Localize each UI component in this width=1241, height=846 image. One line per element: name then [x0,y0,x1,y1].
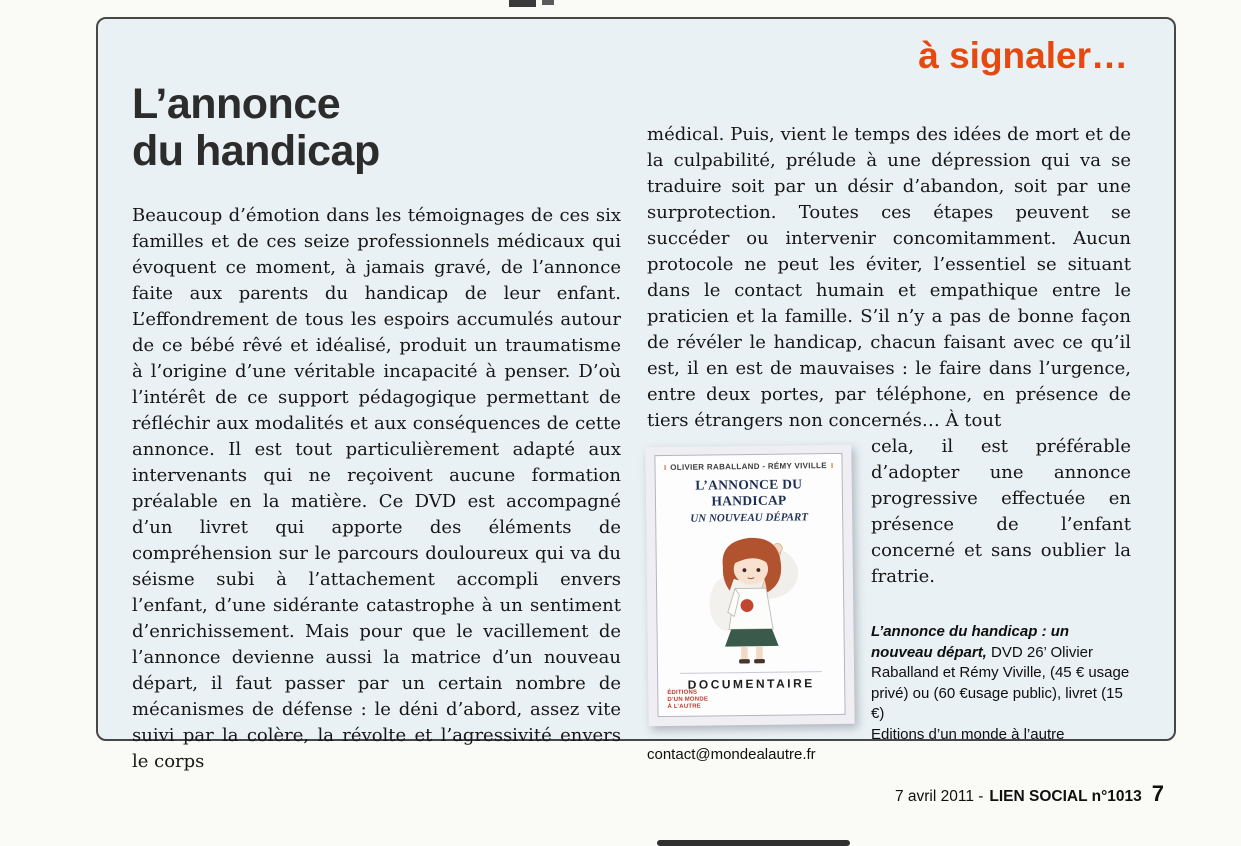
dvd-publisher-line: À L’AUTRE [667,703,701,711]
dvd-cover-publisher [667,690,708,711]
article-container [96,17,1176,772]
orange-dot-icon [665,465,666,470]
caption-title: L’annonce du handicap : un nouveau départ, [871,623,1070,661]
dvd-publisher-line: ÉDITIONS [667,689,698,697]
article-paragraph-right-top: médical. Puis, vient le temps des idées de mort et de la culpabilité, prélude à une dépression qui va se traduire soit par un désir d’abandon, soit par une surprotection. Toutes ces étapes peuvent se succéder ou intervenir concomitamment. Aucun protocole ne peut les éviter, l’essentiel se situant dans le contact humain et empathique entre le praticien et la famille. S’il n’y a pas de bonne façon de révéler le handicap, chacun faisant avec ce qu’il est, il en est de mauvaises : le faire dans l’urgence, entre deux portes, par téléphone, en présence de tiers étrangers non concernés… À tout [647,124,1131,431]
article-title-line2: du handicap [132,127,380,175]
scan-artifact [657,840,850,846]
footer-page-number: 7 [1151,781,1164,806]
dvd-cover [654,453,845,717]
orange-dot-icon [832,463,833,468]
dvd-cover-genre: DOCUMENTAIRE [680,671,822,692]
caption-contact-email: contact@mondealautre.fr [647,746,816,763]
article-paragraph-right-wrap: cela, il est préférable d’adopter une annonce progressive effectuée en présence de l’enfant concerné et sans oublier la fratrie. [871,436,1131,587]
dvd-publisher-line: D’UN MONDE [667,696,709,704]
footer-date: 7 avril 2011 - [894,788,984,805]
dvd-cover-illustration [660,523,840,673]
article-title [132,81,380,175]
page-footer [895,781,1164,807]
dvd-cover-photo [645,445,854,726]
section-header: à signaler… [918,35,1128,76]
column-right [647,122,1131,766]
dvd-cover-title: L’ANNONCE DU HANDICAP [695,476,803,509]
scan-artifact [542,0,554,5]
column-left [132,203,621,775]
dvd-cover-authors-text: OLIVIER RABALLAND - RÉMY VIVILLE [670,461,827,472]
article-title-line1: L’annonce [132,80,341,128]
scan-artifact [509,0,536,7]
footer-journal-name: LIEN SOCIAL n°1013 [989,788,1142,805]
caption-publisher: Editions d’un monde à l’autre [871,725,1065,743]
dvd-cover-subtitle: UN NOUVEAU DÉPART [690,511,809,525]
caption-details: DVD 26’ Olivier Raballand et Rémy Viville, (45 € usage privé) ou (60 €usage public), livret (15 €) [871,643,1130,722]
article-paragraph-left: Beaucoup d’émotion dans les témoignages de ces six familles et de ces seize professionnels médicaux qui évoquent ce moment, à jamais gravé, de l’annonce faite aux parents du handicap de leur enfant. L’effondrement de tous les espoirs accumulés autour de ce bébé rêvé et idéalisé, produit un traumatisme à l’origine d’une véritable incapacité à penser. D’où l’intérêt de ce support pédagogique permettant de réfléchir aux modalités et aux conséquences de cette annonce. Il est tout particulièrement adapté aux intervenants qui ne reçoivent aucune formation préalable en la matière. Ce DVD est accompagné d’un livret qui apporte des éléments de compréhension sur le parcours douloureux qui va du séisme subi à l’attachement accompli envers l’enfant, d’une sidérante catastrophe à un sentiment d’enrichissement. Mais pour que le vacillement de l’annonce devienne aussi la matrice d’un nouveau départ, il faut passer par un certain nombre de mécanismes de défense : le déni d’abord, assez vite suivi par la colère, la révolte et l’agressivité envers le corps [132,205,621,772]
dvd-cover-authors [659,461,837,472]
